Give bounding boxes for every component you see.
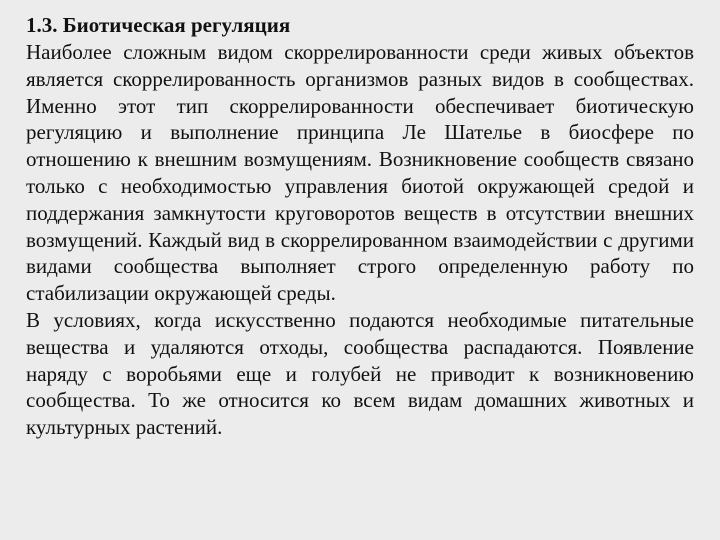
paragraph-2: В условиях, когда искусственно подаются необходимые питательные вещества и удаляются отходы, сообщества распадаются. Появление наряду с воробьями еще и голубей не приводит к возникновению сообщества. То же относится ко всем видам домашних животных и культурных растений. [26, 307, 694, 440]
page-title: 1.3. Биотическая регуляция [26, 13, 291, 37]
paragraph-1: Наиболее сложным видом скоррелированности среди живых объектов является скоррелированность организмов разных видов в сообществах. Именно этот тип скоррелированности обеспечивает биотическую регуляцию и выполнение принципа Ле Шателье в биосфере по отношению к внешним возмущениям. Возникновение сообществ связано только с необходимостью управления биотой окружающей средой и поддержания замкнутости круговоротов веществ в отсутствии внешних возмущений. Каждый вид в скоррелированном взаимодействии с другими видами сообщества выполняет строго определенную работу по стабилизации окружающей среды. [26, 40, 694, 306]
